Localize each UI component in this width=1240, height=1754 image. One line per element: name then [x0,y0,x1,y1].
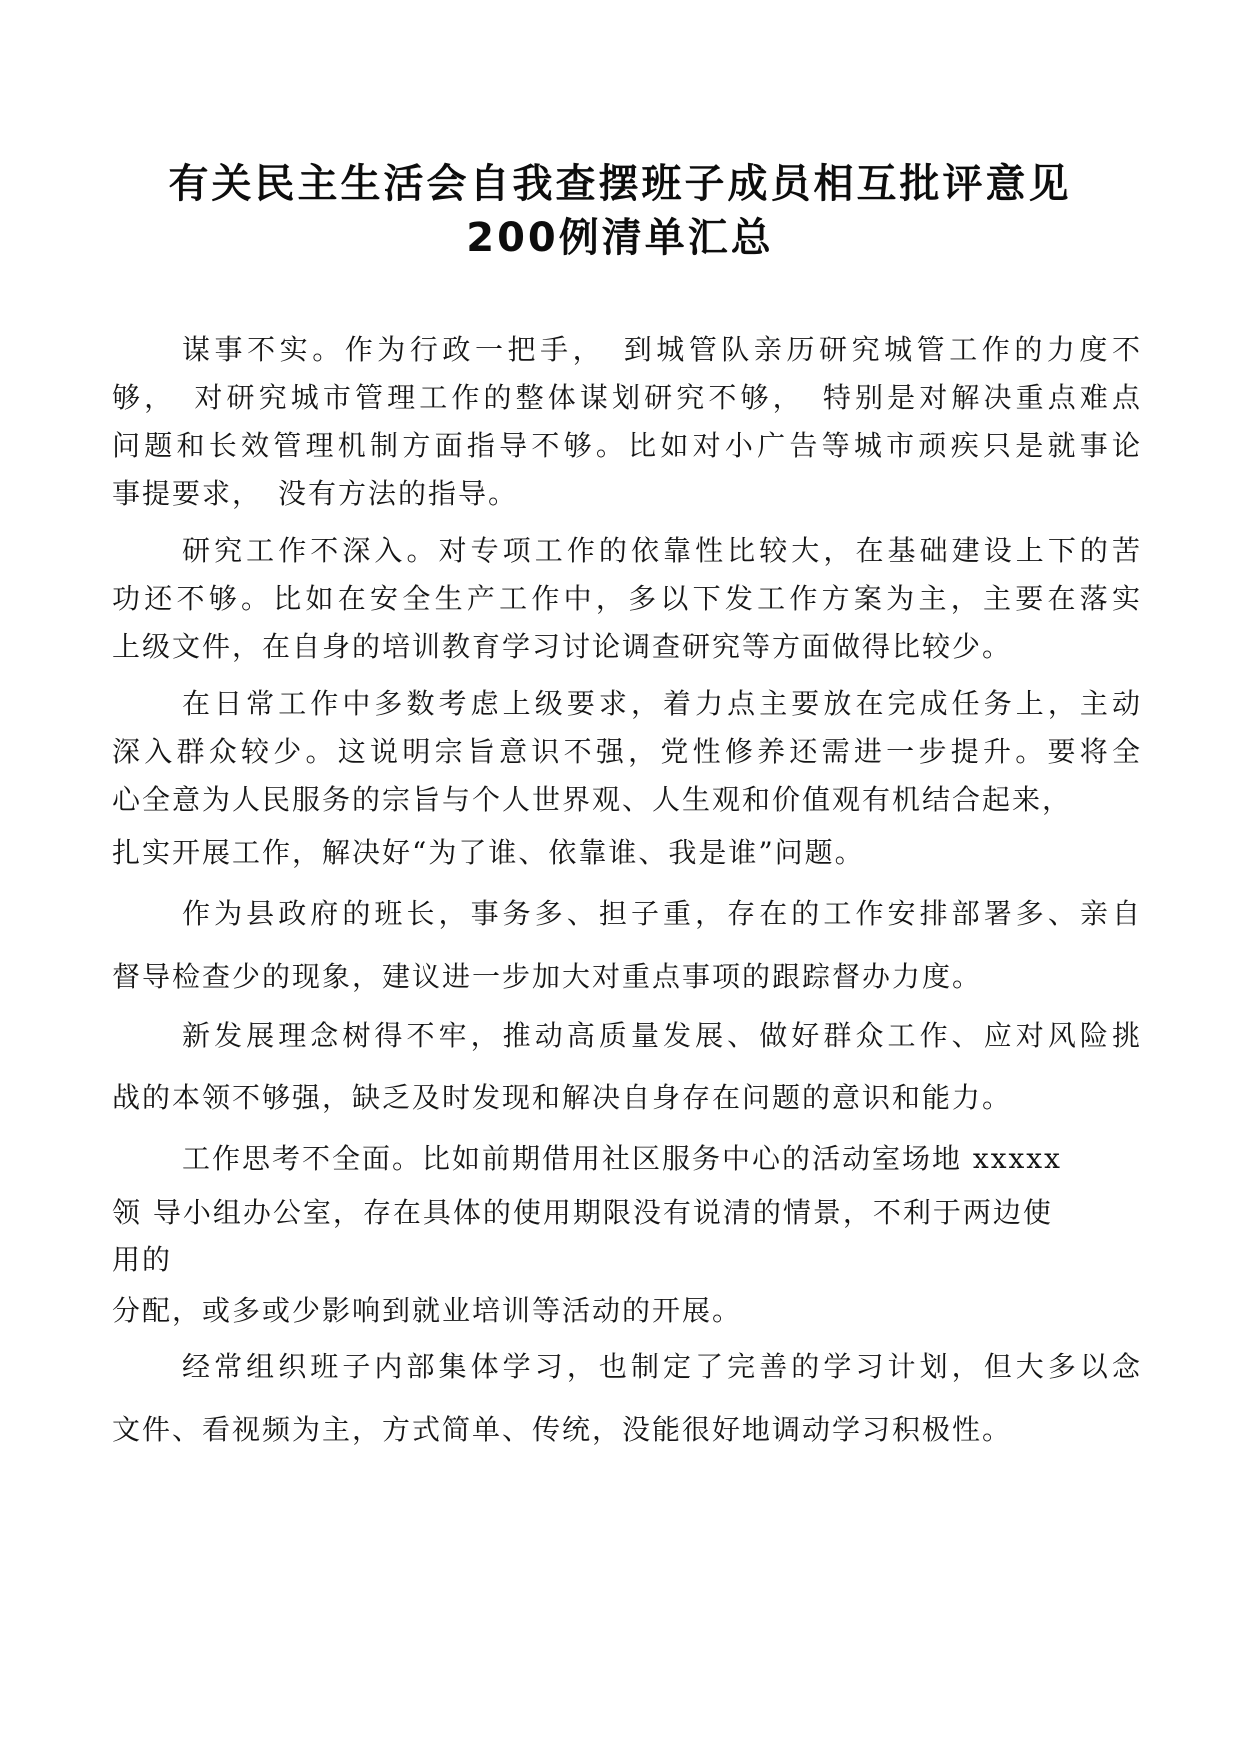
paragraph-7-line-1: 经常组织班子内部集体学习，也制定了完善的学习计划，但大多以念 [182,1350,1142,1383]
paragraph-3-line-1: 在日常工作中多数考虑上级要求，着力点主要放在完成任务上，主动 [182,687,1142,720]
paragraph-2-line-2: 功还不够。比如在安全生产工作中，多以下发工作方案为主，主要在落实 [112,582,1142,615]
paragraph-1-line-1: 谋事不实。作为行政一把手， 到城管队亲历研究城管工作的力度不 [182,333,1142,366]
paragraph-6-line-1: 工作思考不全面。比如前期借用社区服务中心的活动室场地 xxxxx [182,1142,1062,1175]
paragraph-3-line-4: 扎实开展工作，解决好“为了谁、依靠谁、我是谁”问题。 [112,836,865,869]
paragraph-2-line-3: 上级文件，在自身的培训教育学习讨论调查研究等方面做得比较少。 [112,630,1013,663]
paragraph-2-line-1: 研究工作不深入。对专项工作的依靠性比较大，在基础建设上下的苦 [182,534,1142,567]
paragraph-1-line-4: 事提要求， 没有方法的指导。 [112,477,519,510]
paragraph-7-line-2: 文件、看视频为主，方式简单、传统，没能很好地调动学习积极性。 [112,1413,1013,1446]
paragraph-4-line-1: 作为县政府的班长，事务多、担子重，存在的工作安排部署多、亲自 [182,897,1142,930]
paragraph-5-line-2: 战的本领不够强，缺乏及时发现和解决自身存在问题的意识和能力。 [112,1081,1013,1114]
paragraph-6-line-4: 分配，或多或少影响到就业培训等活动的开展。 [112,1294,743,1327]
paragraph-3-line-3: 心全意为人民服务的宗旨与个人世界观、人生观和价值观有机结合起来， [112,783,1073,816]
document-title-line-2: 200例清单汇总 [466,215,774,261]
paragraph-4-line-2: 督导检查少的现象，建议进一步加大对重点事项的跟踪督办力度。 [112,960,983,993]
paragraph-6-line-2: 领 导小组办公室，存在具体的使用期限没有说清的情景，不利于两边使 [112,1196,1053,1229]
paragraph-1-line-2: 够， 对研究城市管理工作的整体谋划研究不够， 特别是对解决重点难点 [112,381,1142,414]
paragraph-6-line-3: 用的 [112,1243,173,1276]
document-title-line-1: 有关民主生活会自我查摆班子成员相互批评意见 [168,161,1072,207]
paragraph-1-line-3: 问题和长效管理机制方面指导不够。比如对小广告等城市顽疾只是就事论 [112,429,1142,462]
paragraph-5-line-1: 新发展理念树得不牢，推动高质量发展、做好群众工作、应对风险挑 [182,1019,1142,1052]
paragraph-3-line-2: 深入群众较少。这说明宗旨意识不强，党性修养还需进一步提升。要将全 [112,735,1142,768]
